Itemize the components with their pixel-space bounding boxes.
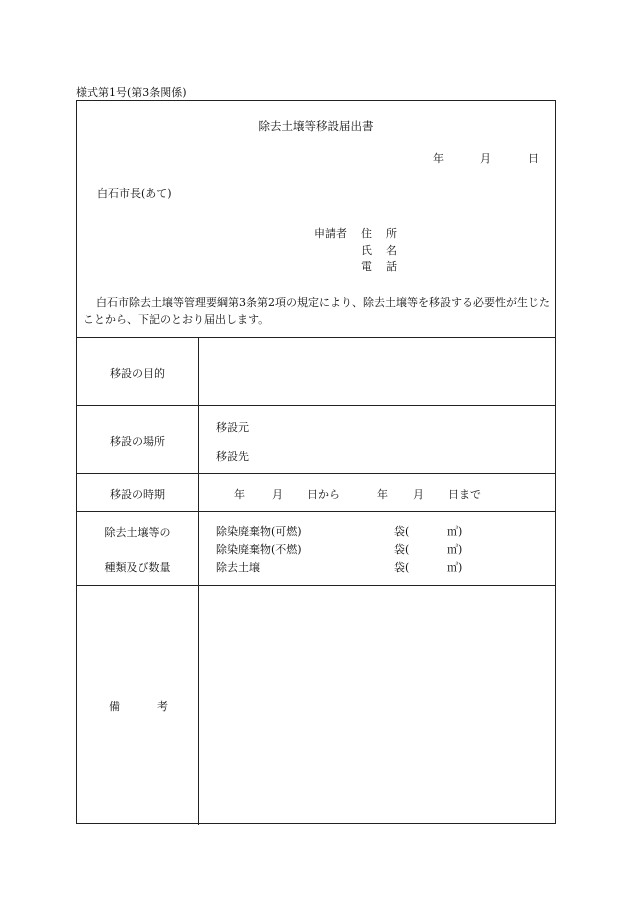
location-to-label: 移設先: [216, 450, 249, 463]
divider: [77, 405, 555, 406]
quantity-item-name: 除染廃棄物(不燃): [216, 543, 302, 556]
quantity-item-bag: 袋(: [394, 561, 410, 574]
quantity-item-unit: ㎥): [447, 561, 463, 574]
name-label-1: 氏: [361, 244, 372, 257]
period-end-year: 年: [377, 488, 388, 501]
location-field[interactable]: [267, 407, 555, 471]
phone-label-1: 電: [361, 260, 372, 273]
date-year-label: 年: [433, 152, 444, 165]
applicant-label: 申請者: [314, 227, 347, 240]
address-label-2: 所: [386, 227, 397, 240]
address-label-1: 住: [361, 227, 372, 240]
phone-label-2: 話: [386, 260, 397, 273]
form-number-label: 様式第1号(第3条関係): [76, 86, 187, 99]
quantity-label-line2: 種類及び数量: [104, 561, 171, 574]
divider: [77, 473, 555, 474]
quantity-label-line1: 除去土壌等の: [104, 526, 171, 539]
date-month-label: 月: [480, 152, 491, 165]
period-start-year: 年: [234, 488, 245, 501]
period-start-day: 日から: [307, 488, 340, 501]
name-label-2: 名: [386, 244, 397, 257]
quantity-item-name: 除染廃棄物(可燃): [216, 525, 302, 538]
quantity-item-bag: 袋(: [394, 525, 410, 538]
purpose-label: 移設の目的: [110, 367, 165, 380]
period-end-month: 月: [413, 488, 424, 501]
purpose-field[interactable]: [199, 338, 555, 405]
date-day-label: 日: [528, 152, 539, 165]
remarks-field[interactable]: [199, 586, 555, 823]
document-title: 除去土壌等移設届出書: [258, 119, 374, 133]
quantity-item-unit: ㎥): [447, 543, 463, 556]
declaration-text: 白石市除去土壌等管理要綱第3条第2項の規定により、除去土壌等を移設する必要性が生じたことから、下記のとおり届出します。: [83, 296, 550, 326]
divider: [77, 511, 555, 512]
quantity-item-bag: 袋(: [394, 543, 410, 556]
addressee: 白石市長(あて): [97, 187, 172, 200]
period-label: 移設の時期: [110, 488, 165, 501]
period-start-month: 月: [272, 488, 283, 501]
location-label: 移設の場所: [110, 435, 165, 448]
remarks-label-1: 備: [109, 700, 120, 713]
form-frame: [76, 100, 556, 824]
remarks-label-2: 考: [157, 700, 168, 713]
location-from-label: 移設元: [216, 421, 249, 434]
period-end-day: 日まで: [448, 488, 481, 501]
quantity-item-name: 除去土壌: [216, 561, 260, 574]
quantity-item-unit: ㎥): [447, 525, 463, 538]
